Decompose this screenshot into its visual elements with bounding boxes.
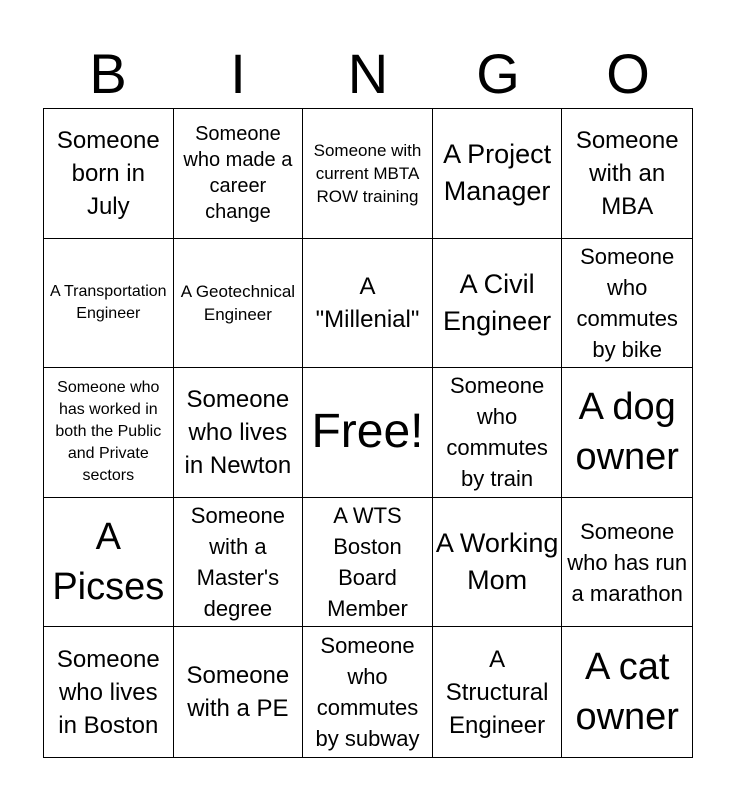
bingo-cell[interactable] xyxy=(562,239,692,369)
cell-text: Someone born in July xyxy=(56,126,160,220)
bingo-grid xyxy=(43,108,693,758)
cell-text: A Project Manager xyxy=(443,139,552,207)
bingo-cell[interactable] xyxy=(303,498,433,628)
bingo-cell[interactable] xyxy=(562,368,692,498)
bingo-cell[interactable] xyxy=(562,498,692,628)
cell-text: Someone who lives in Newton xyxy=(184,385,292,479)
cell-text: Someone who commutes by bike xyxy=(576,243,678,362)
cell-text: A cat owner xyxy=(575,646,679,739)
bingo-cell[interactable] xyxy=(44,368,174,498)
cell-text: Someone with a Master's degree xyxy=(190,503,285,622)
bingo-cell[interactable] xyxy=(562,627,692,757)
cell-text: A WTS Boston Board Member xyxy=(327,503,408,622)
cell-text: A Structural Engineer xyxy=(445,645,549,739)
cell-text: Someone who has run a marathon xyxy=(567,518,688,606)
header-letter-i: I xyxy=(230,42,246,105)
free-space-text: Free! xyxy=(311,405,424,459)
bingo-cell[interactable] xyxy=(44,239,174,369)
bingo-cell[interactable] xyxy=(433,239,563,369)
bingo-cell[interactable] xyxy=(303,627,433,757)
header-letter-g: G xyxy=(476,42,520,105)
bingo-cell[interactable] xyxy=(433,368,563,498)
cell-text: A Transportation Engineer xyxy=(50,282,167,322)
cell-text: A dog owner xyxy=(575,386,679,479)
bingo-cell[interactable] xyxy=(174,368,304,498)
bingo-cell[interactable] xyxy=(174,498,304,628)
bingo-cell[interactable] xyxy=(174,239,304,369)
bingo-cell[interactable] xyxy=(44,109,174,239)
header-letter-o: O xyxy=(606,42,650,105)
bingo-cell[interactable] xyxy=(44,627,174,757)
cell-text: Someone who made a career change xyxy=(183,123,293,224)
bingo-cell[interactable] xyxy=(174,627,304,757)
cell-text: Someone who commutes by train xyxy=(446,373,548,492)
cell-text: A Geotechnical Engineer xyxy=(180,281,296,324)
cell-text: Someone who lives in Boston xyxy=(56,645,160,739)
cell-text: Someone who has worked in both the Public and Private sectors xyxy=(55,379,162,485)
header-letter-n: N xyxy=(347,42,389,105)
cell-text: A "Millenial" xyxy=(315,272,420,333)
bingo-cell[interactable] xyxy=(562,109,692,239)
bingo-cell[interactable] xyxy=(433,498,563,628)
cell-text: A Working Mom xyxy=(435,528,559,596)
cell-text: A Civil Engineer xyxy=(443,268,552,336)
bingo-cell[interactable] xyxy=(174,109,304,239)
bingo-cell[interactable] xyxy=(433,627,563,757)
cell-text: A Picses xyxy=(52,516,165,609)
bingo-header xyxy=(43,40,693,108)
bingo-cell[interactable] xyxy=(433,109,563,239)
header-letter-b: B xyxy=(89,42,127,105)
bingo-cell[interactable] xyxy=(303,239,433,369)
cell-text: Someone who commutes by subway xyxy=(315,633,420,752)
cell-text: Someone with a PE xyxy=(186,662,290,723)
cell-text: Someone with an MBA xyxy=(575,126,679,220)
cell-text: Someone with current MBTA ROW training xyxy=(313,140,422,206)
bingo-cell[interactable] xyxy=(303,109,433,239)
bingo-cell[interactable] xyxy=(44,498,174,628)
free-space-cell[interactable] xyxy=(303,368,433,498)
